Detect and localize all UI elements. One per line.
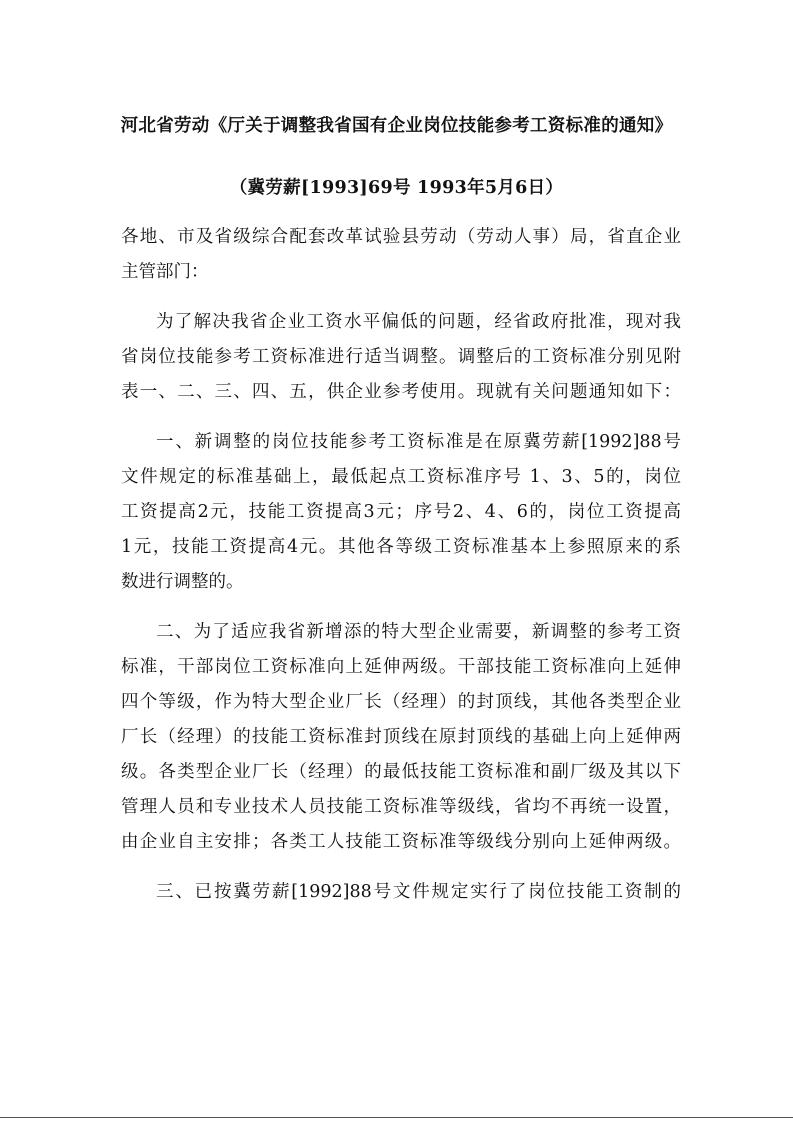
text-line: 管理人员和专业技术人员技能工资标准等级线，省均不再统一设置， [121, 797, 681, 817]
text-line: 数进行调整的。 [121, 572, 244, 592]
document-body [121, 220, 681, 925]
text-line: 主管部门： [121, 262, 209, 282]
text-line: 级。各类型企业厂长（经理）的最低技能工资标准和副厂级及其以下 [121, 762, 681, 782]
page-bottom-rule [0, 1117, 793, 1118]
text-line: 厂长（经理）的技能工资标准封顶线在原封顶线的基础上向上延伸两 [121, 727, 681, 747]
text-line: 表一、二、三、四、五，供企业参考使用。现就有关问题通知如下： [121, 382, 681, 402]
document-title: 河北省劳动《厅关于调整我省国有企业岗位技能参考工资标准的通知》 [120, 116, 673, 136]
text-line: 为了解决我省企业工资水平偏低的问题，经省政府批准，现对我 [156, 312, 681, 332]
paragraph-addressee [121, 220, 681, 290]
text-line: 省岗位技能参考工资标准进行适当调整。调整后的工资标准分别见附 [121, 347, 681, 367]
text-line: 1元，技能工资提高4元。其他各等级工资标准基本上参照原来的系 [121, 537, 681, 557]
text-line: 由企业自主安排；各类工人技能工资标准等级线分别向上延伸两级。 [121, 832, 681, 852]
paragraph-item-three [121, 875, 681, 910]
text-line: 各地、市及省级综合配套改革试验县劳动（劳动人事）局，省直企业 [121, 227, 681, 247]
text-line: 四个等级，作为特大型企业厂长（经理）的封顶线，其他各类型企业 [121, 692, 681, 712]
text-line: 一、新调整的岗位技能参考工资标准是在原冀劳薪[1992]88号 [156, 432, 681, 452]
text-line: 三、已按冀劳薪[1992]88号文件规定实行了岗位技能工资制的 [156, 882, 681, 902]
paragraph-intro [121, 305, 681, 410]
paragraph-item-two [121, 615, 681, 860]
paragraph-item-one [121, 425, 681, 600]
text-line: 标准，干部岗位工资标准向上延伸两级。干部技能工资标准向上延伸 [121, 657, 681, 677]
text-line: 文件规定的标准基础上，最低起点工资标准序号 1、3、5的，岗位 [121, 467, 681, 487]
document-subtitle: （冀劳薪[1993]69号 1993年5月6日） [229, 178, 564, 198]
text-line: 二、为了适应我省新增添的特大型企业需要，新调整的参考工资 [156, 622, 681, 642]
text-line: 工资提高2元，技能工资提高3元；序号2、4、6的，岗位工资提高 [121, 502, 681, 522]
